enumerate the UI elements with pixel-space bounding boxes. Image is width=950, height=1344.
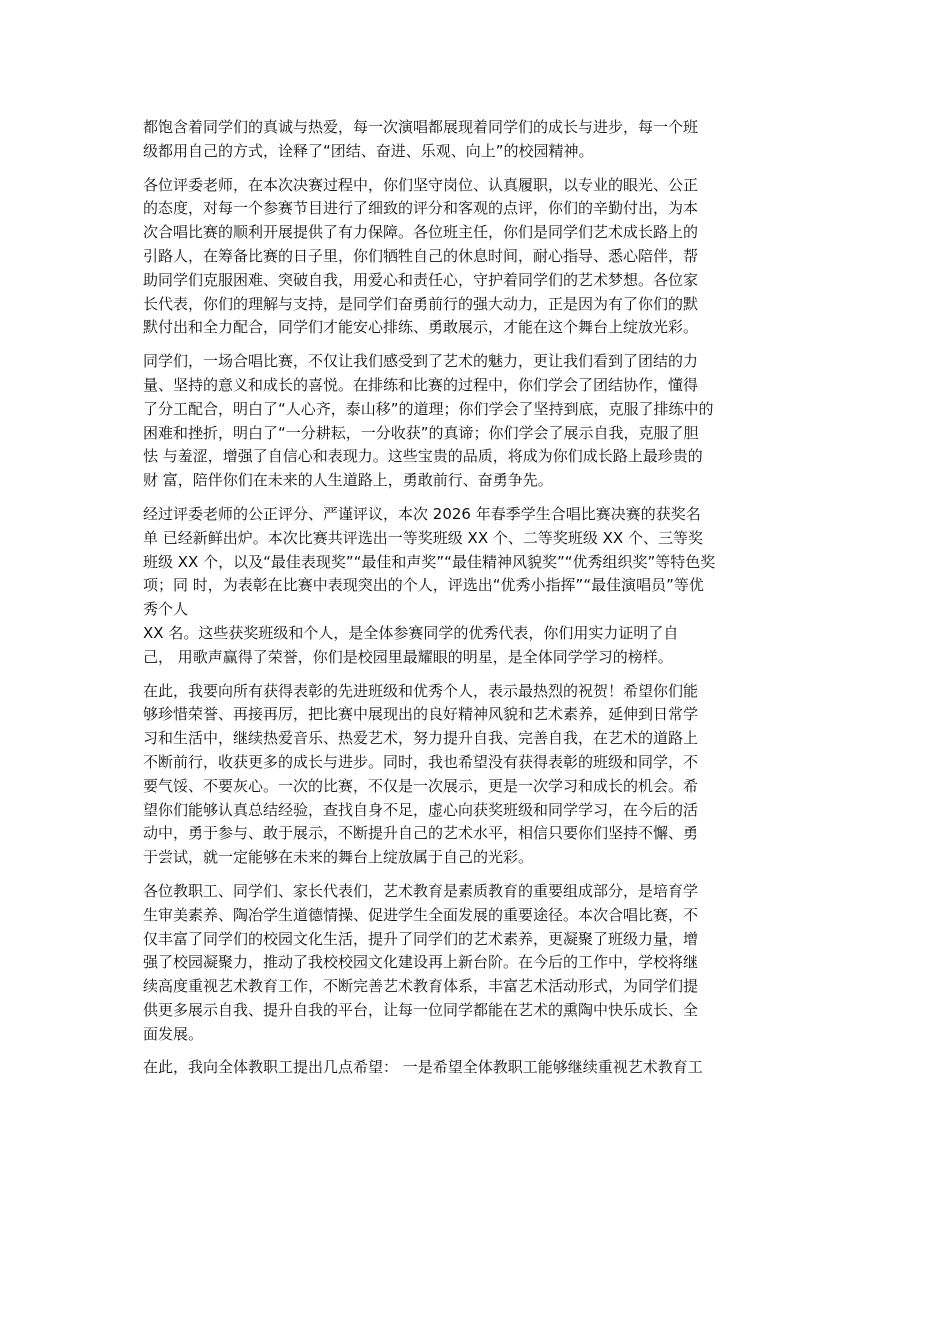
text-line: 经过评委老师的公正评分、严谨评议，本次 2026 年春季学生合唱比赛决赛的获奖名 [143,504,701,523]
text-line: 引路人，在筹备比赛的日子里，你们牺牲自己的休息时间，耐心指导、悉心陪伴，帮 [143,246,699,265]
paragraph-4 [143,503,807,670]
paragraph-2 [143,174,807,341]
text-line: 于尝试，就一定能够在未来的舞台上绽放属于自己的光彩。 [143,848,534,867]
document-page [143,116,807,1090]
text-line: 仅丰富了同学们的校园文化生活，提升了同学们的艺术素养，更凝聚了班级力量，增 [143,929,699,948]
text-line: 长代表，你们的理解与支持，是同学们奋勇前行的强大动力，正是因为有了你们的默 [143,294,699,313]
text-line: 助同学们克服困难、突破自我，用爱心和责任心，守护着同学们的艺术梦想。各位家 [143,270,699,289]
text-line: 续高度重视艺术教育工作，不断完善艺术教育体系，丰富艺术活动形式，为同学们提 [143,977,699,996]
text-line: 不断前行，收获更多的成长与进步。同时，我也希望没有获得表彰的班级和同学，不 [143,752,699,771]
text-line: 习和生活中，继续热爱音乐、热爱艺术，努力提升自我、完善自我，在艺术的道路上 [143,729,699,748]
text-line: 在此，我要向所有获得表彰的先进班级和优秀个人，表示最热烈的祝贺！希望你们能 [143,681,699,700]
text-line: 了分工配合，明白了“人心齐，泰山移”的道理；你们学会了坚持到底，克服了排练中的 [143,399,714,418]
text-line: 望你们能够认真总结经验，查找自身不足，虚心向获奖班级和同学学习，在今后的活 [143,800,699,819]
text-line: 供更多展示自我、提升自我的平台，让每一位同学都能在艺术的熏陶中快乐成长、全 [143,1000,699,1019]
text-line: 秀个人 [143,600,189,619]
paragraph-6 [143,880,807,1047]
text-line: 项；同 时，为表彰在比赛中表现突出的个人，评选出“优秀小指挥”“最佳演唱员”等优 [143,576,704,595]
text-line: 班级 XX 个，以及“最佳表现奖”“最佳和声奖”“最佳精神风貌奖”“优秀组织奖”等特色奖 [143,552,716,571]
text-line: 生审美素养、陶冶学生道德情操、促进学生全面发展的重要途径。本次合唱比赛，不 [143,905,699,924]
paragraph-3 [143,350,807,493]
text-line: 的态度，对每一个参赛节目进行了细致的评分和客观的点评，你们的辛勤付出，为本 [143,199,699,218]
text-line: 各位评委老师，在本次决赛过程中，你们坚守岗位、认真履职，以专业的眼光、公正 [143,175,699,194]
text-line: 动中，勇于参与、敢于展示，不断提升自己的艺术水平，相信只要你们坚持不懈、勇 [143,824,699,843]
text-line: 够珍惜荣誉、再接再厉，把比赛中展现出的良好精神风貌和艺术素养，延伸到日常学 [143,705,699,724]
paragraph-1 [143,116,807,164]
text-line: 同学们，一场合唱比赛，不仅让我们感受到了艺术的魅力，更让我们看到了团结的力 [143,352,699,371]
text-line: 困难和挫折，明白了“一分耕耘，一分收获”的真谛；你们学会了展示自我，克服了胆 [143,423,699,442]
paragraph-5 [143,680,807,870]
paragraph-7 [143,1056,807,1080]
text-line: 在此，我向全体教职工提出几点希望： 一是希望全体教职工能够继续重视艺术教育工 [143,1058,703,1077]
text-line: 量、坚持的意义和成长的喜悦。在排练和比赛的过程中，你们学会了团结协作，懂得 [143,375,699,394]
text-line: 怯 与羞涩，增强了自信心和表现力。这些宝贵的品质，将成为你们成长路上最珍贵的 [143,447,703,466]
text-line: 次合唱比赛的顺利开展提供了有力保障。各位班主任，你们是同学们艺术成长路上的 [143,223,699,242]
text-line: 默付出和全力配合，同学们才能安心排练、勇敢展示，才能在这个舞台上绽放光彩。 [143,318,699,337]
text-line: 要气馁、不要灰心。一次的比赛，不仅是一次展示，更是一次学习和成长的机会。希 [143,776,699,795]
text-line: 强了校园凝聚力，推动了我校校园文化建设再上新台阶。在今后的工作中，学校将继 [143,953,699,972]
text-line: 各位教职工、同学们、家长代表们，艺术教育是素质教育的重要组成部分，是培育学 [143,881,699,900]
text-line: XX 名。这些获奖班级和个人，是全体参赛同学的优秀代表，你们用实力证明了自 [143,623,679,642]
text-line: 面发展。 [143,1024,204,1043]
text-line: 单 已经新鲜出炉。本次比赛共评选出一等奖班级 XX 个、二等奖班级 XX 个、三等奖 [143,528,703,547]
text-line: 都饱含着同学们的真诚与热爱，每一次演唱都展现着同学们的成长与进步，每一个班 [143,118,699,136]
text-line: 财 富，陪伴你们在未来的人生道路上，勇敢前行、奋勇争先。 [143,471,553,490]
text-line: 己， 用歌声赢得了荣誉，你们是校园里最耀眼的明星，是全体同学学习的榜样。 [143,647,673,666]
text-line: 级都用自己的方式，诠释了“团结、奋进、乐观、向上”的校园精神。 [143,141,594,160]
